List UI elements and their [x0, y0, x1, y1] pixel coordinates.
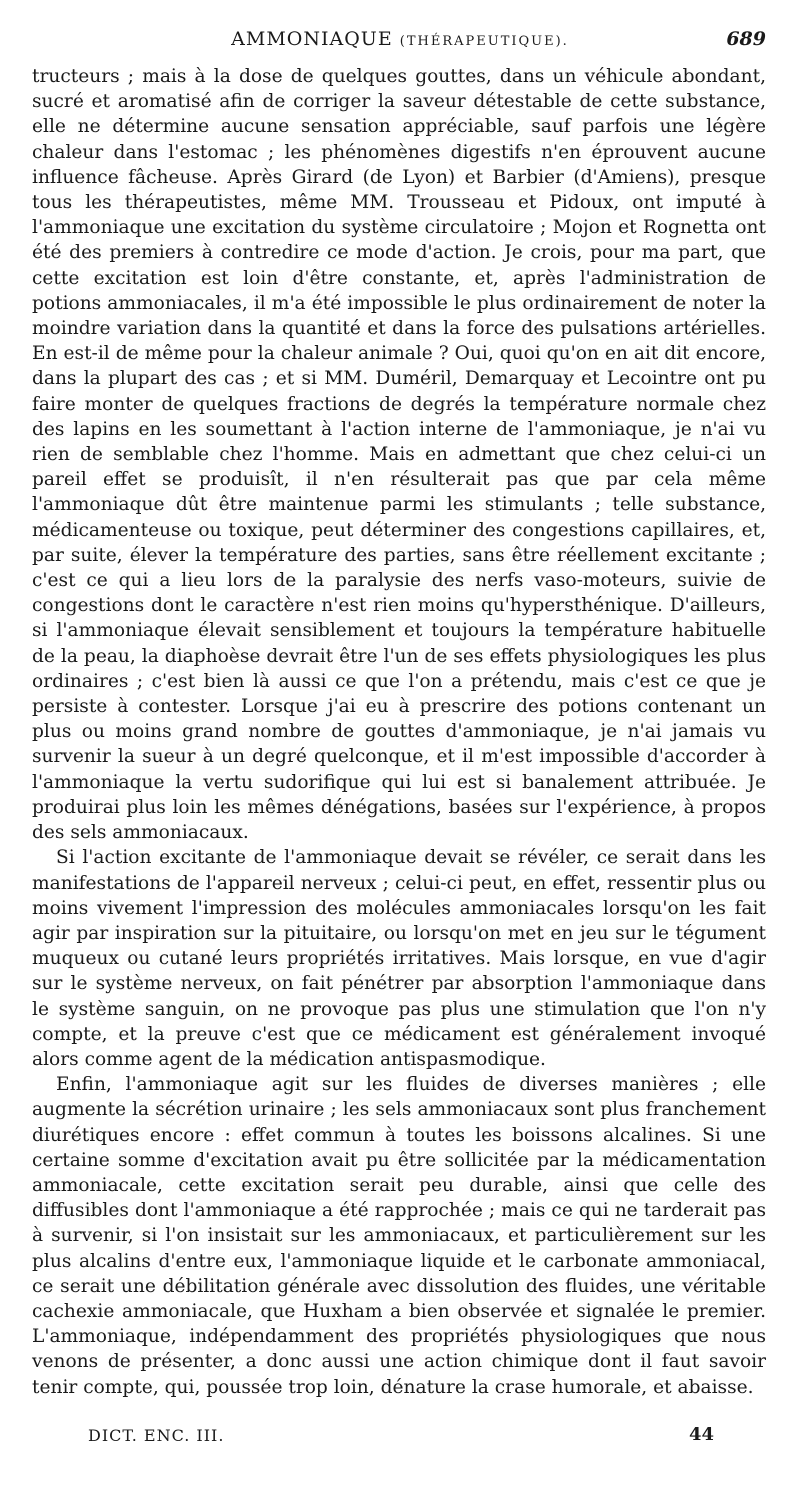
paragraph-1: tructeurs ; mais à la dose de quelques gouttes, dans un véhicule abondant, sucré et aromatisé afin de corriger la saveur détestable de cette substance, elle ne détermine aucune sensation appréciable, sauf parfois une légère chaleur dans l'estomac ; les phénomènes digestifs n'en éprouvent aucune influence fâcheuse. Après Girard (de Lyon) et Barbier (d'Amiens), presque tous les thérapeutistes, même MM. Trousseau et Pidoux, ont imputé à l'ammoniaque une excitation du système circulatoire ; Mojon et Rognetta ont été des premiers à contredire ce mode d'action. Je crois, pour ma part, que cette excitation est loin d'être constante, et, après l'administration de potions ammoniacales, il m'a été impossible le plus ordinairement de noter la moindre variation dans la quantité et dans la force des pulsations artérielles. En est-il de même pour la chaleur animale ? Oui, quoi qu'on en ait dit encore, dans la plupart des cas ; et si MM. Duméril, Demarquay et Lecointre ont pu faire monter de quelques fractions de degrés la température normale chez des lapins en les soumettant à l'action interne de l'ammoniaque, je n'ai vu rien de semblable chez l'homme. Mais en admettant que chez celui-ci un pareil effet se produisît, il n'en résulterait pas que par cela même l'ammoniaque dût être maintenue parmi les stimulants ; telle substance, médicamenteuse ou toxique, peut déterminer des congestions capillaires, et, par suite, élever la température des parties, sans être réellement excitante ; c'est ce qui a lieu lors de la paralysie des nerfs vaso-moteurs, suivie de congestions dont le caractère n'est rien moins qu'hypersthénique. D'ailleurs, si l'ammoniaque élevait sensiblement et toujours la température habituelle de la peau, la diaphoèse devrait être l'un de ses effets physiologiques les plus ordinaires ; c'est bien là aussi ce que l'on a prétendu, mais c'est ce que je persiste à contester. Lorsque j'ai eu à prescrire des potions contenant un plus ou moins grand nombre de gouttes d'ammoniaque, je n'ai jamais vu survenir la sueur à un degré quelconque, et il m'est impossible d'accorder à l'ammoniaque la vertu sudorifique qui lui est si banalement attribuée. Je produirai plus loin les mêmes dénégations, basées sur l'expérience, à propos des sels ammoniacaux.	[32, 66, 766, 844]
page-number: 689	[726, 28, 766, 50]
running-header	[32, 28, 768, 58]
body-text	[32, 64, 766, 1400]
paragraph-2: Si l'action excitante de l'ammoniaque devait se révéler, ce serait dans les manifestations de l'appareil nerveux ; celui-ci peut, en effet, ressentir plus ou moins vivement l'impression des molécules ammoniacales lorsqu'on les fait agir par inspiration sur la pituitaire, ou lorsqu'on met en jeu sur le tégument muqueux ou cutané leurs propriétés irritatives. Mais lorsque, en vue d'agir sur le système nerveux, on fait pénétrer par absorption l'ammoniaque dans le système sanguin, on ne provoque pas plus une stimulation que l'on n'y compte, et la preuve c'est que ce médicament est généralement invoqué alors comme agent de la médication antispasmodique.	[32, 847, 766, 1070]
paragraph-3: Enfin, l'ammoniaque agit sur les fluides de diverses manières ; elle augmente la sécrétion urinaire ; les sels ammoniacaux sont plus franchement diurétiques encore : effet commun à toutes les boissons alcalines. Si une certaine somme d'excitation avait pu être sollicitée par la médicamentation ammoniacale, cette excitation serait peu durable, ainsi que celle des diffusibles dont l'ammoniaque a été rapprochée ; mais ce qui ne tarderait pas à survenir, si l'on insistait sur les ammoniacaux, et particulièrement sur les plus alcalins d'entre eux, l'ammoniaque liquide et le carbonate ammoniacal, ce serait une débilitation générale avec dissolution des fluides, une véritable cachexie ammoniacale, que Huxham a bien observée et signalée le premier. L'ammoniaque, indépendamment des propriétés physiologiques que nous venons de présenter, a donc aussi une action chimique dont il faut savoir tenir compte, qui, poussée trop loin, dénature la crase humorale, et abaisse.	[32, 1074, 766, 1398]
footer-signature: DICT. ENC. III.	[88, 1426, 225, 1445]
header-subtitle: (THÉRAPEUTIQUE).	[399, 34, 569, 49]
running-title	[32, 28, 768, 50]
page-footer	[88, 1424, 714, 1450]
footer-sheet-number: 44	[688, 1424, 714, 1445]
header-title: AMMONIAQUE	[231, 28, 393, 50]
